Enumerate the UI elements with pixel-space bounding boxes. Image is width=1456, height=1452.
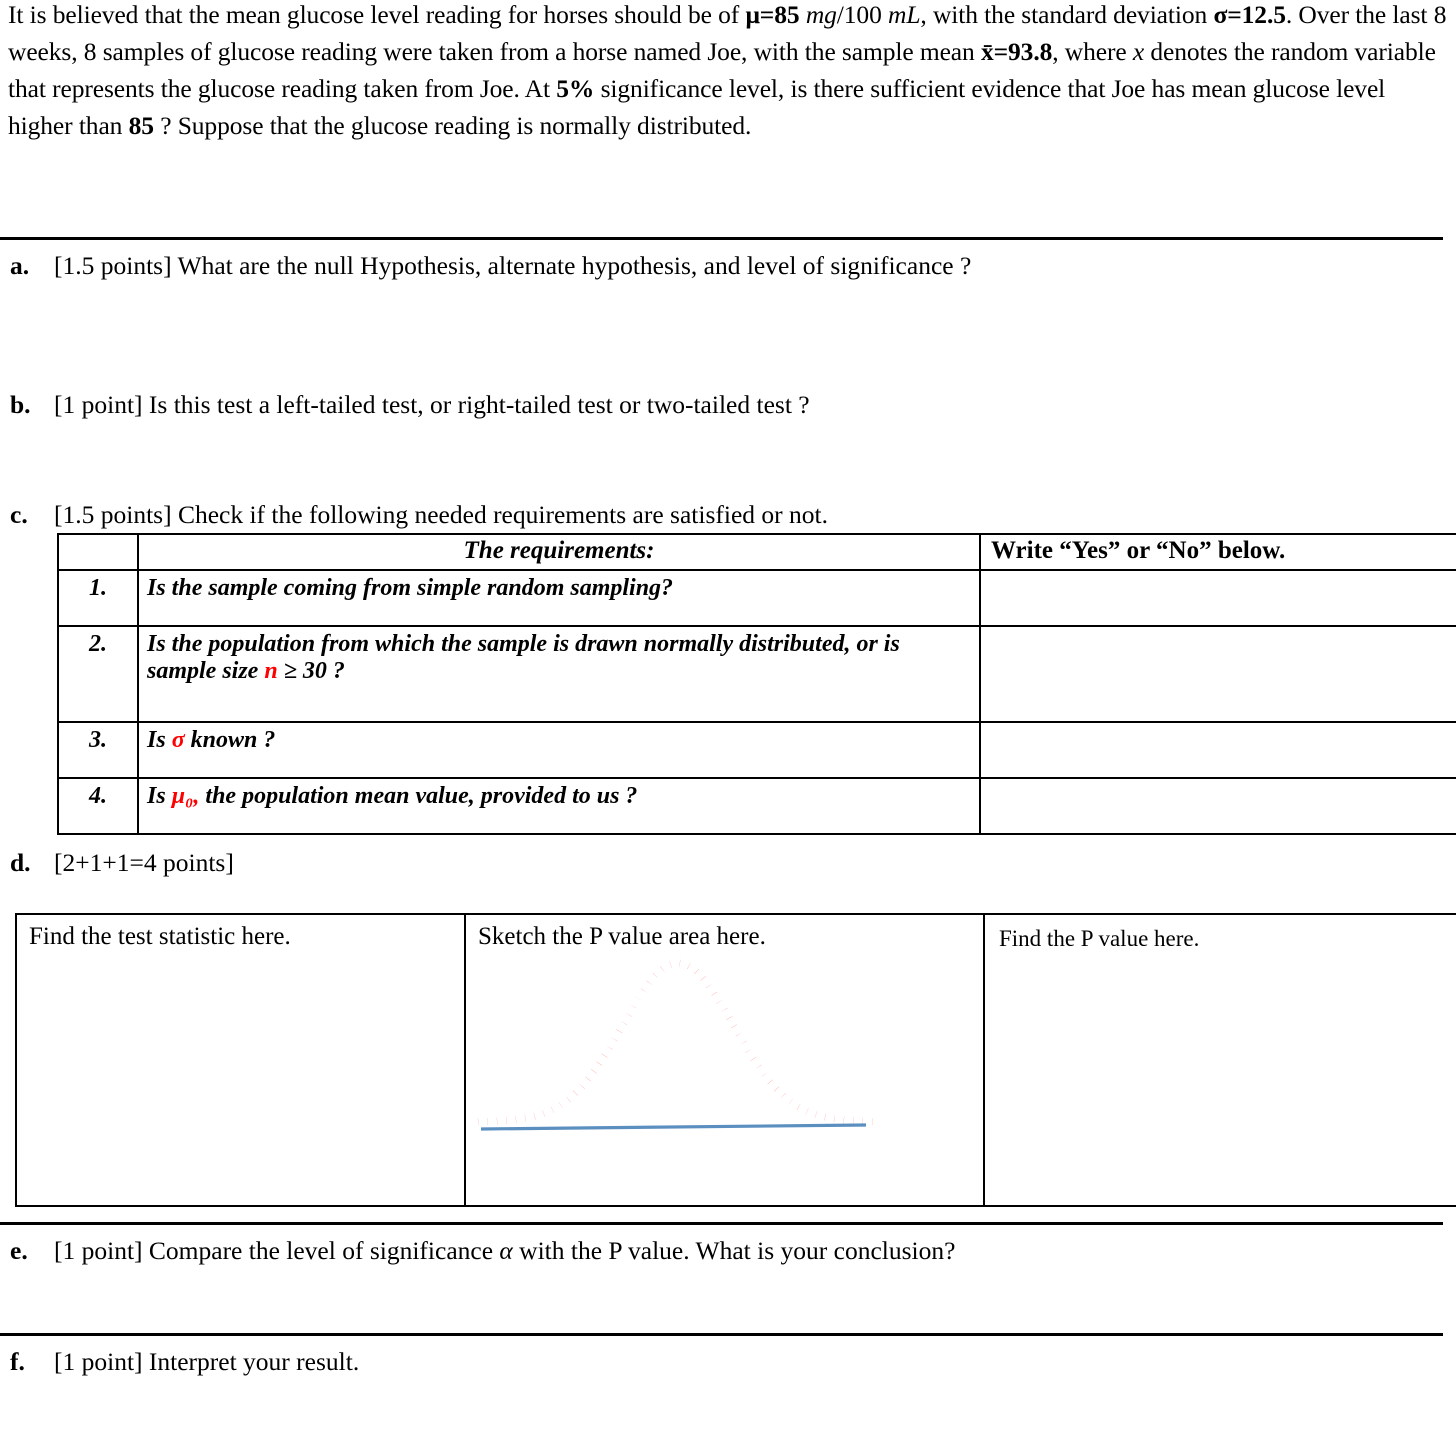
- requirement-text-1-part-1: Is the sample coming from simple random sampling?: [147, 575, 674, 601]
- requirements-header-requirement: The requirements:: [138, 534, 980, 570]
- work-table: [15, 913, 1456, 1207]
- requirement-number-3: 3.: [58, 722, 138, 778]
- question-a: [10, 249, 1440, 283]
- intro-threshold: 85: [128, 111, 154, 140]
- requirements-header-row: [58, 534, 1456, 570]
- work-table-row: [16, 914, 1456, 1206]
- work-cell-p-value[interactable]: [984, 914, 1456, 1206]
- intro-unit-mg: mg: [805, 0, 837, 29]
- question-c-points: [1.5 points]: [54, 500, 172, 529]
- intro-paragraph: [8, 0, 1448, 144]
- work-cell-sketch[interactable]: [465, 914, 984, 1206]
- intro-text-run-6: significance level, is there sufficient evidence that Joe has mean glucose level higher than: [8, 74, 1386, 140]
- intro-text-run-2: , with the standard deviation: [920, 0, 1214, 29]
- requirement-text-2: [138, 626, 980, 722]
- work-cell-sketch-label: Sketch the P value area here.: [478, 923, 766, 950]
- bell-curve-sketch: [466, 951, 971, 1166]
- intro-text-run-4: , where: [1052, 37, 1133, 66]
- requirement-answer-4[interactable]: [980, 778, 1456, 834]
- requirement-answer-2[interactable]: [980, 626, 1456, 722]
- intro-unit-slash: /100: [836, 0, 889, 29]
- question-d: [10, 846, 1440, 880]
- intro-alpha-percent: 5%: [556, 74, 595, 103]
- requirement-text-3-part-3: known ?: [184, 727, 276, 753]
- work-cell-p-value-label: Find the P value here.: [999, 926, 1200, 951]
- requirement-text-2-part-3: ≥ 30 ?: [277, 658, 345, 684]
- table-row: [58, 778, 1456, 834]
- work-cell-test-statistic-label: Find the test statistic here.: [29, 923, 291, 950]
- intro-text-run-7: ? Suppose that the glucose reading is normally distributed.: [153, 111, 752, 140]
- divider-above-e: [0, 1222, 1443, 1225]
- requirement-text-4-part-3: the population mean value, provided to us ?: [199, 783, 638, 809]
- intro-text-run: It is believed that the mean glucose level reading for horses should be of: [8, 0, 746, 29]
- intro-mu-value: μ=85: [745, 0, 800, 29]
- table-row: [58, 570, 1456, 626]
- question-b-points: [1 point]: [54, 390, 143, 419]
- axis-baseline: [481, 1125, 866, 1129]
- requirements-table: [57, 533, 1456, 835]
- question-c-text: Check if the following needed requirements are satisfied or not.: [177, 500, 828, 529]
- requirement-text-3-symbol-sigma: σ: [171, 727, 185, 753]
- work-cell-test-statistic[interactable]: [16, 914, 465, 1206]
- divider-above-f: [0, 1333, 1443, 1336]
- divider-above-a: [0, 237, 1443, 240]
- question-e: [10, 1234, 1440, 1268]
- question-f-points: [1 point]: [54, 1347, 143, 1376]
- question-e-label: e.: [10, 1236, 28, 1265]
- requirement-answer-3[interactable]: [980, 722, 1456, 778]
- requirement-text-2-symbol-n: n: [264, 658, 278, 684]
- intro-unit-ml: mL: [888, 0, 921, 29]
- requirements-header-answer: Write “Yes” or “No” below.: [980, 534, 1456, 570]
- question-f: [10, 1345, 1440, 1379]
- question-f-text: Interpret your result.: [148, 1347, 360, 1376]
- requirement-text-1: [138, 570, 980, 626]
- requirements-header-number: [58, 534, 138, 570]
- question-b-label: b.: [10, 390, 31, 419]
- question-c: [10, 498, 1440, 532]
- question-f-label: f.: [10, 1347, 25, 1376]
- question-d-label: d.: [10, 848, 31, 877]
- intro-text-run-5: denotes the random variable that represents the glucose reading taken from Joe. At: [8, 37, 1436, 103]
- question-b: [10, 388, 1440, 422]
- question-e-points: [1 point]: [54, 1236, 143, 1265]
- question-a-text: What are the null Hypothesis, alternate hypothesis, and level of significance ?: [177, 251, 972, 280]
- table-row: [58, 722, 1456, 778]
- question-e-text-after: with the P value. What is your conclusion?: [512, 1236, 956, 1265]
- intro-sigma-value: σ=12.5: [1213, 0, 1286, 29]
- requirement-text-2-part-1: Is the population from which the sample is drawn normally distributed, or is sample size: [147, 631, 900, 684]
- requirement-answer-1[interactable]: [980, 570, 1456, 626]
- requirement-text-4-part-1: Is: [147, 783, 172, 809]
- intro-xbar-value: x̄=93.8: [980, 37, 1053, 66]
- requirement-text-4-symbol-mu0: μ₀,: [171, 783, 200, 809]
- intro-variable-x: x: [1132, 37, 1145, 66]
- question-c-label: c.: [10, 500, 28, 529]
- intro-text-run-3: . Over the last 8 weeks, 8 samples of glucose reading were taken from a horse named Joe, with the sample mean: [8, 0, 1447, 66]
- question-d-points: [2+1+1=4 points]: [54, 848, 234, 877]
- question-a-points: [1.5 points]: [54, 251, 172, 280]
- requirement-number-2: 2.: [58, 626, 138, 722]
- requirement-number-4: 4.: [58, 778, 138, 834]
- question-e-symbol-alpha: α: [499, 1236, 513, 1265]
- requirement-number-1: 1.: [58, 570, 138, 626]
- table-row: [58, 626, 1456, 722]
- question-b-text: Is this test a left-tailed test, or right-tailed test or two-tailed test ?: [148, 390, 810, 419]
- question-e-text-before: Compare the level of significance: [148, 1236, 500, 1265]
- question-a-label: a.: [10, 251, 30, 280]
- requirement-text-3: [138, 722, 980, 778]
- normal-curve-svg: [466, 951, 971, 1166]
- normal-curve-path: [478, 963, 878, 1122]
- requirement-text-4: [138, 778, 980, 834]
- requirement-text-3-part-1: Is: [147, 727, 172, 753]
